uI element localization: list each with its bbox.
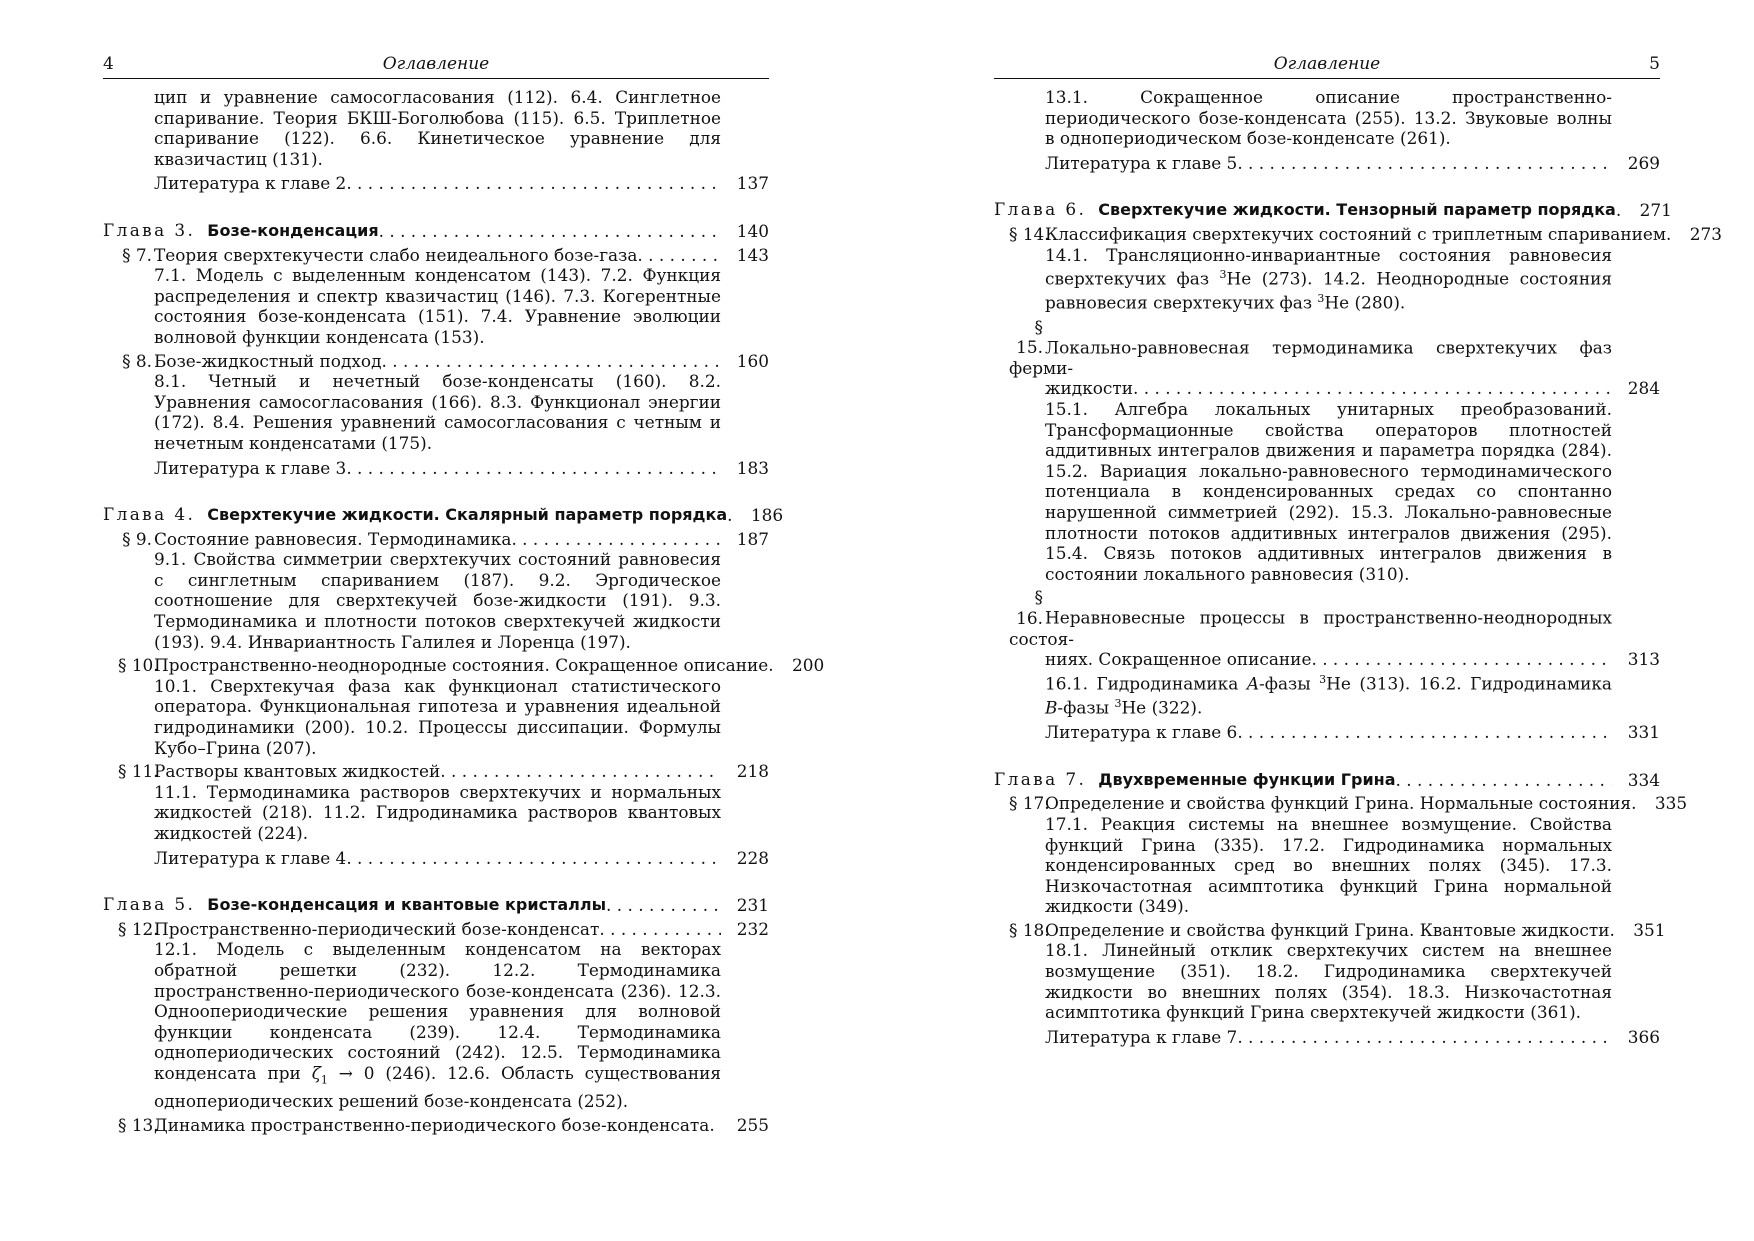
section-subsections: 8.1. Четный и нечетный бозе-конденсаты (160). 8.2. Уравнения самосогласования (166). 8.3. Функционал энергии (172). 8.4. Решения уравнений самосогласования с четным и нечетным конденсатами (175). xyxy=(154,371,721,453)
section-subsections: 16.1. Гидродинамика A-фазы $^3$He (313). 16.2. Гидродинамика B-фазы $^3$He (322). xyxy=(1045,672,1612,718)
section-subsections: 17.1. Реакция системы на внешнее возмущение. Свойства функций Грина (335). 17.2. Гидродинамика нормальных конденсированных сред во внешних полях (345). 17.3. Низкочастотная асимптотика функций Грина нормальной жидкости (349). xyxy=(1045,813,1612,917)
toc-section-10[interactable]: § 10.Пространственно-неоднородные состояния. Сокращенное описание . . . 200 10.1. Сверхтекучая фаза как функционал статистического оператора. Функциональная гипотеза и уравнения идеальной гидродинамики (200). 10.2. Процессы диссипации. Формулы Кубо–Грина (207). xyxy=(103,655,769,758)
toc-section-11[interactable]: § 11.Растворы квантовых жидкостей . . . 218 11.1. Термодинамика растворов сверхтекучих и нормальных жидкостей (218). 11.2. Гидродинамика растворов квантовых жидкостей (224). xyxy=(103,761,769,843)
chapter-title: Сверхтекучие жидкости. Скалярный параметр порядка xyxy=(207,505,728,525)
toc-section-7[interactable]: § 7. Теория сверхтекучести слабо неидеального бозе-газа . . . 143 7.1. Модель с выделенным конденсатом (143). 7.2. Функция распределения и спектр квазичастиц (146). 7.3. Когерентные состояния бозе-конденсата (151). 7.4. Уравнение эволюции волновой функции конденсата (153). xyxy=(103,245,769,348)
toc-literature-entry[interactable]: Литература к главе 7 . . . 366 xyxy=(1045,1027,1660,1048)
toc-chapter-6[interactable]: Глава 6. Сверхтекучие жидкости. Тензорный параметр порядка . . . 271 xyxy=(994,199,1660,221)
section-subsections: 7.1. Модель с выделенным конденсатом (143). 7.2. Функция распределения и спектр квазичастиц (146). 7.3. Когерентные состояния бозе-конденсата (151). 7.4. Уравнение эволюции волновой функции конденсата (153). xyxy=(154,265,721,347)
toc-section-17[interactable]: § 17.Определение и свойства функций Грина. Нормальные состояния . . . 335 17.1. Реакция системы на внешнее возмущение. Свойства функций Грина (335). 17.2. Гидродинамика нормальных конденсированных сред во внешних полях (345). 17.3. Низкочастотная асимптотика функций Грина нормальной жидкости (349). xyxy=(994,793,1660,917)
toc-literature-entry[interactable]: Литература к главе 6 . . . 331 xyxy=(1045,722,1660,743)
chapter-title: Бозе-конденсация и квантовые кристаллы xyxy=(207,895,607,915)
section-subsections: 18.1. Линейный отклик сверхтекучих систем на внешнее возмущение (351). 18.2. Гидродинамика сверхтекучей жидкости во внешних полях (354). 18.3. Низкочастотная асимптотика функций Грина сверхтекучей жидкости (361). xyxy=(1045,940,1612,1023)
toc-section-15[interactable]: § 15. Локально-равновесная термодинамика сверхтекучих фаз ферми- жидкости . . . 284 15.1. Алгебра локальных унитарных преобразований. Трансформационные свойства операторов плотностей аддитивных интегралов движения и параметра порядка (284). 15.2. Вариация локально-равновесного термодинамического потенциала в конденсированных средах со спонтанно нарушенной симметрией (292). 15.3. Локально-равновесные плотности потоков аддитивных интегралов движения (295). 15.4. Связь потоков аддитивных интегралов движения в состоянии локального равновесия (310). xyxy=(994,317,1660,585)
toc-content xyxy=(994,87,1723,1047)
running-title: Оглавление xyxy=(1273,54,1381,74)
toc-section-14[interactable]: § 14.Классификация сверхтекучих состояний с триплетным спариванием . . . 273 14.1. Трансляционно-инвариантные состояния равновесия сверхтекучих фаз $^3$He (273). 14.2. Неоднородные состояния равновесия сверхтекучих фаз $^3$He (280). xyxy=(994,224,1660,314)
toc-literature-entry[interactable]: Литература к главе 2 . . . 137 xyxy=(154,173,769,194)
page-number: 5 xyxy=(1649,54,1660,74)
toc-continuation: цип и уравнение самосогласования (112). 6.4. Синглетное спаривание. Теория БКШ-Боголюбова (115). 6.5. Триплетное спаривание (122). 6.6. Кинетическое уравнение для квазичастиц (131). xyxy=(154,87,721,169)
left-page xyxy=(103,54,825,1135)
chapter-title: Двухвременные функции Грина xyxy=(1098,769,1396,789)
toc-chapter-4[interactable]: Глава 4. Сверхтекучие жидкости. Скалярный параметр порядка . . . 186 xyxy=(103,504,769,526)
toc-chapter-3[interactable]: Глава 3. Бозе-конденсация . . . 140 xyxy=(103,220,769,242)
toc-chapter-7[interactable]: Глава 7. Двухвременные функции Грина . . . 334 xyxy=(994,769,1660,791)
section-subsections: 15.1. Алгебра локальных унитарных преобразований. Трансформационные свойства операторов плотностей аддитивных интегралов движения и параметра порядка (284). 15.2. Вариация локально-равновесного термодинамического потенциала в конденсированных средах со спонтанно нарушенной симметрией (292). 15.3. Локально-равновесные плотности потоков аддитивных интегралов движения (295). 15.4. Связь потоков аддитивных интегралов движения в состоянии локального равновесия (310). xyxy=(1045,398,1612,584)
running-title: Оглавление xyxy=(382,54,490,74)
toc-section-9[interactable]: § 9. Состояние равновесия. Термодинамика . . . 187 9.1. Свойства симметрии сверхтекучих состояний равновесия с синглетным спариванием (187). 9.2. Эргодическое соотношение для сверхтекучей бозе-жидкости (191). 9.3. Термодинамика и плотности потоков сверхтекучей жидкости (193). 9.4. Инвариантность Галилея и Лоренца (197). xyxy=(103,529,769,653)
section-subsections: 12.1. Модель с выделенным конденсатом на векторах обратной решетки (232). 12.2. Термодинамика пространственно-периодического бозе-конденсата (236). 12.3. Одноопериодические решения уравнения для волновой функции конденсата (239). 12.4. Термодинамика однопериодических состояний (242). 12.5. Термодинамика конденсата при $\zeta_1 \to 0$ (246). 12.6. Область существования однопериодических решений бозе-конденсата (252). xyxy=(154,939,721,1111)
running-head xyxy=(994,54,1660,79)
section-subsections: 10.1. Сверхтекучая фаза как функционал статистического оператора. Функциональная гипотеза и уравнения идеальной гидродинамики (200). 10.2. Процессы диссипации. Формулы Кубо–Грина (207). xyxy=(154,675,721,758)
toc-literature-entry[interactable]: Литература к главе 4 . . . 228 xyxy=(154,848,769,869)
toc-chapter-5[interactable]: Глава 5. Бозе-конденсация и квантовые кристаллы . . . 231 xyxy=(103,894,769,916)
toc-section-18[interactable]: § 18.Определение и свойства функций Грина. Квантовые жидкости . . . 351 18.1. Линейный отклик сверхтекучих систем на внешнее возмущение (351). 18.2. Гидродинамика сверхтекучей жидкости во внешних полях (354). 18.3. Низкочастотная асимптотика функций Грина сверхтекучей жидкости (361). xyxy=(994,920,1660,1023)
chapter-title: Сверхтекучие жидкости. Тензорный параметр порядка xyxy=(1098,200,1616,220)
right-page xyxy=(994,54,1723,1047)
chapter-title: Бозе-конденсация xyxy=(207,220,379,240)
section-subsections: 9.1. Свойства симметрии сверхтекучих состояний равновесия с синглетным спариванием (187). 9.2. Эргодическое соотношение для сверхтекучей бозе-жидкости (191). 9.3. Термодинамика и плотности потоков сверхтекучей жидкости (193). 9.4. Инвариантность Галилея и Лоренца (197). xyxy=(154,549,721,652)
section-subsections: 14.1. Трансляционно-инвариантные состояния равновесия сверхтекучих фаз $^3$He (273). 14.2. Неоднородные состояния равновесия сверхтекучих фаз $^3$He (280). xyxy=(1045,244,1613,313)
running-head xyxy=(103,54,769,79)
toc-continuation: 13.1. Сокращенное описание пространственно-периодического бозе-конденсата (255). 13.2. Звуковые волны в однопериодическом бозе-конденсате (261). xyxy=(1045,87,1612,149)
toc-section-12[interactable]: § 12.Пространственно-периодический бозе-конденсат . . . 232 12.1. Модель с выделенным конденсатом на векторах обратной решетки (232). 12.2. Термодинамика пространственно-периодического бозе-конденсата (236). 12.3. Одноопериодические решения уравнения для волновой функции конденсата (239). 12.4. Термодинамика однопериодических состояний (242). 12.5. Термодинамика конденсата при $\zeta_1 \to 0$ (246). 12.6. Область существования однопериодических решений бозе-конденсата (252). xyxy=(103,919,769,1112)
toc-section-8[interactable]: § 8. Бозе-жидкостный подход . . . 160 8.1. Четный и нечетный бозе-конденсаты (160). 8.2. Уравнения самосогласования (166). 8.3. Функционал энергии (172). 8.4. Решения уравнений самосогласования с четным и нечетным конденсатами (175). xyxy=(103,351,769,454)
toc-content xyxy=(103,87,825,1135)
page-number: 4 xyxy=(103,54,114,74)
zeta-symbol: ζ xyxy=(311,1062,321,1083)
toc-literature-entry[interactable]: Литература к главе 3 . . . 183 xyxy=(154,458,769,479)
toc-section-16[interactable]: § 16. Неравновесные процессы в пространственно-неоднородных состоя- ниях. Сокращенное описание . . . 313 16.1. Гидродинамика A-фазы $^3$He (313). 16.2. Гидродинамика B-фазы $^3$He (322). xyxy=(994,587,1660,718)
section-subsections: 11.1. Термодинамика растворов сверхтекучих и нормальных жидкостей (218). 11.2. Гидродинамика растворов квантовых жидкостей (224). xyxy=(154,781,721,843)
toc-section-13[interactable]: § 13.Динамика пространственно-периодического бозе-конденсата . . . 255 xyxy=(103,1115,769,1136)
toc-literature-entry[interactable]: Литература к главе 5 . . . 269 xyxy=(1045,153,1660,174)
